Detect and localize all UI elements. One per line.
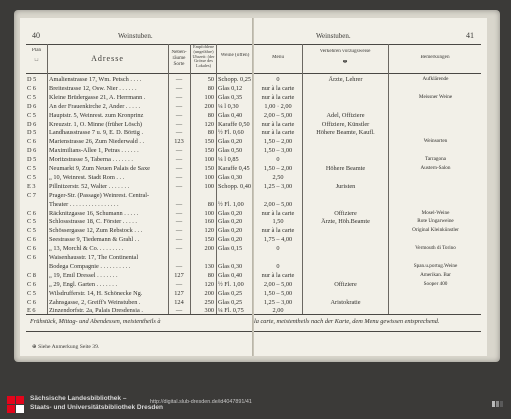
- row-verkehren: Höhere Beamte: [325, 165, 366, 172]
- row-menu: 1,50: [272, 218, 284, 226]
- row-adresse: Zinzendorfstr. 2a, Palais Dresdensia .: [49, 307, 143, 315]
- row-menu: nur à la carte: [261, 227, 295, 235]
- row-plaetze: 100: [204, 156, 214, 164]
- row-nebenraeume: —: [175, 111, 183, 119]
- row-menu: nur à la carte: [261, 129, 295, 137]
- row-bemerkungen: Weinsorten: [423, 138, 448, 145]
- col-divider: [388, 44, 389, 314]
- row-plan: C 5: [27, 165, 36, 172]
- row-plan: D 5: [27, 76, 37, 83]
- row-menu: nur à la carte: [261, 271, 295, 279]
- row-adresse: An der Frauenkirche 2, Ander . . . . .: [49, 102, 141, 110]
- row-plan: C 6: [27, 298, 36, 306]
- left-table: [20, 44, 253, 340]
- row-menu: 2,00: [272, 307, 284, 315]
- row-nebenraeume: —: [175, 129, 183, 137]
- row-weine: Glas 0,20: [218, 138, 243, 146]
- row-plan: C 5: [27, 289, 36, 297]
- row-nebenraeume: 123: [174, 138, 184, 146]
- row-menu: 1,50 – 2,00: [263, 138, 293, 146]
- row-adresse: Hauptstr. 5, Weinrest. zum Kronprinz: [49, 111, 144, 119]
- row-adresse: Prager-Str. (Passage) Weinrest. Central-: [49, 191, 150, 199]
- row-verkehren: Aristokratie: [330, 298, 361, 306]
- page-number-right: 41: [466, 31, 474, 40]
- row-adresse: Kreuzstr. 1, O. Minne (früher Lösch): [49, 120, 143, 128]
- row-menu: 2,00 – 5,00: [263, 200, 293, 208]
- row-plan: C 8: [27, 271, 36, 279]
- row-plan: E 6: [27, 307, 36, 315]
- row-weine: Glas 0,20: [218, 218, 243, 226]
- logo-square-icon: [7, 405, 15, 413]
- row-nebenraeume: —: [175, 227, 183, 235]
- row-nebenraeume: —: [175, 93, 183, 101]
- row-adresse: Moritzstrasse 5, Taberna . . . . . . .: [49, 156, 133, 164]
- row-weine: Glas 0,30: [218, 262, 243, 270]
- color-bars-icon: [492, 401, 504, 407]
- row-bemerkungen: Amerikan. Bar: [420, 271, 451, 278]
- footnote-right: la carte, meistentheils nach der Karte, dem Menu gewissen entsprechend.: [254, 318, 440, 325]
- row-adresse: Kleine Brüdergasse 21, A. Herrmann .: [49, 93, 146, 101]
- row-adresse: Räcknitzgasse 16, Schumann . . . . .: [49, 209, 139, 217]
- row-weine: Glas 0,12: [218, 84, 243, 92]
- library-name-line2: Staats- und Universitätsbibliothek Dresden: [30, 404, 163, 411]
- row-menu: 2,00 – 5,00: [263, 280, 293, 288]
- row-plan: C 5: [27, 111, 36, 119]
- row-verkehren: Ärzte, Höh.Beamte: [321, 218, 370, 226]
- row-adresse: Maximilians-Allee 1, Petras . . . . . .: [49, 147, 139, 155]
- row-plaetze: 150: [204, 165, 214, 172]
- header-adresse: Adresse: [91, 54, 124, 63]
- row-plan: D 5: [27, 129, 37, 137]
- row-plan: C 5: [27, 173, 36, 181]
- row-nebenraeume: —: [175, 165, 183, 172]
- col-divider: [216, 44, 217, 314]
- row-plaetze: 160: [204, 218, 214, 226]
- row-verkehren: Höhere Beamte, Kaufl.: [316, 129, 375, 137]
- row-menu: nur à la carte: [261, 84, 295, 92]
- header-rule: [254, 73, 481, 74]
- row-menu: 1,00 · 2,00: [264, 102, 292, 110]
- row-plaetze: 130: [204, 262, 214, 270]
- row-adresse: Breitestrasse 12, Osw. Nier . . . . . .: [49, 84, 137, 92]
- row-adresse: „ 19, Emil Dressel . . . . . . .: [49, 271, 118, 279]
- footnote-rule: [26, 331, 253, 332]
- row-verkehren: Ärzte, Lehrer: [328, 76, 363, 83]
- row-plaetze: 80: [207, 84, 214, 92]
- row-plaetze: 100: [204, 182, 214, 190]
- header-verkehren: Verkehren vorzugsweise: [319, 49, 371, 54]
- row-plan: C 6: [27, 84, 36, 92]
- header-nebenraeume: Neben-räume Sorte: [171, 50, 187, 67]
- row-nebenraeume: 127: [174, 271, 184, 279]
- row-weine: Schopp. 0,40: [218, 182, 252, 190]
- row-weine: Glas 0,20: [218, 236, 243, 244]
- row-verkehren: Offiziere: [334, 209, 357, 217]
- row-plaetze: 200: [204, 245, 214, 253]
- row-bemerkungen: Meissner Weine: [418, 93, 453, 100]
- row-plan: E 3: [27, 182, 36, 190]
- row-weine: Glas 0,20: [218, 209, 243, 217]
- library-url[interactable]: http://digital.slub-dresden.de/id4047891/41: [150, 399, 252, 405]
- row-adresse: Theater . . . . . . . . . . . . . . . .: [49, 200, 119, 208]
- running-head-left: Weinstuben.: [118, 32, 153, 40]
- row-plan: C 7: [27, 191, 36, 199]
- row-weine: Glas 0,15: [218, 245, 243, 253]
- row-bemerkungen: Austern-Salon: [420, 165, 451, 171]
- logo-square-icon: [7, 396, 15, 404]
- row-weine: Glas 0,35: [218, 93, 243, 101]
- row-plaetze: 250: [204, 298, 214, 306]
- row-weine: ¼ l 0,85: [218, 156, 239, 164]
- row-adresse: Landhausstrasse 7 u. 9, E. D. Börtig .: [49, 129, 144, 137]
- row-adresse: Schössergasse 12, Zum Rebstock . . .: [49, 227, 143, 235]
- row-weine: ¼ Fl. 0,75: [218, 307, 244, 315]
- row-plan: C 5: [27, 93, 36, 101]
- row-weine: Glas 0,40: [218, 271, 243, 279]
- row-weine: ¼ l 0,30: [218, 102, 239, 110]
- logo-square-icon: [16, 405, 24, 413]
- row-nebenraeume: —: [175, 209, 183, 217]
- row-menu: 1,75 – 4,00: [263, 236, 293, 244]
- row-weine: Schopp. 0,25: [218, 76, 252, 83]
- row-menu: 1,50 – 3,00: [263, 147, 293, 155]
- row-plan: D 6: [27, 102, 37, 110]
- row-plaetze: 50: [207, 76, 214, 83]
- left-page: [20, 18, 254, 356]
- page-number-left: 40: [32, 31, 40, 40]
- table-top-rule: [26, 44, 253, 45]
- row-plan: C 6: [27, 280, 36, 288]
- row-adresse: „ 10, Weinrest. Stadt Rom . . .: [49, 173, 125, 181]
- row-adresse: Seestrasse 9, Tiedemann & Grahl . .: [49, 236, 140, 244]
- footnote-rule: [254, 331, 481, 332]
- row-plaetze: 80: [207, 129, 214, 137]
- row-adresse: Marienstrasse 26, Zum Niederwald . .: [49, 138, 145, 146]
- row-menu: nur à la carte: [261, 120, 295, 128]
- right-page: [253, 18, 487, 356]
- row-weine: Karaffe 0,50: [218, 120, 250, 128]
- table-top-rule: [254, 44, 481, 45]
- row-plaetze: 80: [207, 111, 214, 119]
- row-bemerkungen: Span.u.portug.Weine: [413, 262, 458, 269]
- row-plaetze: 80: [207, 271, 214, 279]
- row-nebenraeume: —: [175, 280, 183, 288]
- row-adresse: „ 13, Morchl & Co. . . . . . . . .: [49, 245, 124, 253]
- row-plaetze: 120: [204, 227, 214, 235]
- row-plan: C 6: [27, 209, 36, 217]
- col-divider: [47, 44, 48, 314]
- header-verkehren-symbol: ✽: [342, 60, 348, 65]
- row-menu: 0: [276, 262, 280, 270]
- library-footer: [0, 367, 511, 419]
- col-divider: [302, 44, 303, 314]
- row-bemerkungen: Vermouth di Torino: [415, 245, 456, 252]
- row-weine: ½ Fl. 0,60: [218, 129, 244, 137]
- row-weine: Glas 0,25: [218, 298, 243, 306]
- bottom-note: ⊕ Siehe Anmerkung Seite 39.: [32, 344, 100, 350]
- row-plaetze: 100: [204, 173, 214, 181]
- row-adresse: Wilsdrufferstr. 14, H. Schönecke Ng.: [49, 289, 143, 297]
- row-plaetze: 300: [204, 307, 214, 315]
- row-weine: Glas 0,30: [218, 173, 243, 181]
- row-nebenraeume: —: [175, 102, 183, 110]
- row-nebenraeume: —: [175, 147, 183, 155]
- header-rule: [26, 73, 253, 74]
- row-plaetze: 150: [204, 138, 214, 146]
- header-empfohlene: Empfohlene (ungefähre) Uhrzeit: (der Grösse des Lokales): [192, 45, 215, 69]
- row-nebenraeume: —: [175, 120, 183, 128]
- row-plaetze: 150: [204, 147, 214, 155]
- row-nebenraeume: —: [175, 173, 183, 181]
- row-plaetze: 150: [204, 236, 214, 244]
- row-verkehren: Offiziere, Künstler: [321, 120, 370, 128]
- right-table: [254, 44, 487, 340]
- row-weine: Karaffe 0,45: [218, 165, 250, 172]
- row-plan: C 6: [27, 236, 36, 244]
- header-menu: Menu: [271, 55, 285, 60]
- row-verkehren: Juristen: [335, 182, 356, 190]
- row-menu: nur à la carte: [261, 209, 295, 217]
- row-menu: 2,00 – 5,00: [263, 111, 293, 119]
- logo-square-icon: [16, 396, 24, 404]
- header-plan: Plan: [31, 48, 42, 53]
- header-plan-symbol: □: [34, 58, 39, 63]
- row-bemerkungen: Mosel-Weine: [421, 209, 450, 216]
- row-menu: 0: [276, 76, 280, 83]
- row-nebenraeume: 127: [174, 289, 184, 297]
- row-verkehren: Offiziere: [334, 280, 357, 288]
- row-menu: 2,50: [272, 173, 284, 181]
- header-bemerkungen: Bemerkungen: [420, 55, 450, 60]
- row-plaetze: 100: [204, 209, 214, 217]
- row-plaetze: 100: [204, 93, 214, 101]
- row-verkehren: Adel, Offiziere: [326, 111, 365, 119]
- row-bemerkungen: Original Kleinkünstler: [412, 227, 459, 234]
- row-adresse: Bodega Compagnie . . . . . . . . . .: [49, 262, 131, 270]
- row-plan: D 6: [27, 120, 37, 128]
- row-nebenraeume: 124: [174, 298, 184, 306]
- row-adresse: „ 29, Engl. Garten . . . . . . .: [49, 280, 118, 288]
- row-plan: C 6: [27, 254, 36, 261]
- row-plan: C 6: [27, 138, 36, 146]
- library-name-line1: Sächsische Landesbibliothek –: [30, 395, 127, 402]
- row-weine: Glas 0,40: [218, 111, 243, 119]
- book-spread: [14, 10, 500, 362]
- slub-logo-icon: [7, 396, 24, 413]
- footnote-left: Frühstück, Mittag- und Abendessen, meistentheils à: [30, 318, 161, 325]
- row-nebenraeume: —: [175, 307, 183, 315]
- row-bemerkungen: Sooper 400: [423, 280, 448, 287]
- row-nebenraeume: —: [175, 218, 183, 226]
- row-adresse: Schlossstrasse 18, C. Förster . . . . .: [49, 218, 137, 226]
- row-menu: 1,50 – 2,00: [263, 165, 293, 172]
- row-plaetze: 200: [204, 289, 214, 297]
- row-adresse: Zahnsgasse, 2, Greiff's Weinstuben .: [49, 298, 141, 306]
- row-menu: 0: [276, 156, 280, 164]
- row-nebenraeume: —: [175, 76, 183, 83]
- row-plan: D 5: [27, 156, 37, 164]
- row-weine: Glas 0,25: [218, 289, 243, 297]
- row-weine: Glas 0,50: [218, 147, 243, 155]
- running-head-right: Weinstuben.: [316, 32, 351, 40]
- row-adresse: Waisenhausstr. 17, The Continental: [49, 254, 139, 261]
- row-nebenraeume: —: [175, 262, 183, 270]
- row-nebenraeume: —: [175, 182, 183, 190]
- row-bemerkungen: Rote Ungarweine: [417, 218, 454, 225]
- row-plan: C 5: [27, 218, 36, 226]
- row-plaetze: 120: [204, 120, 214, 128]
- row-nebenraeume: —: [175, 200, 183, 208]
- row-plaetze: 200: [204, 102, 214, 110]
- row-nebenraeume: —: [175, 236, 183, 244]
- row-nebenraeume: —: [175, 84, 183, 92]
- row-nebenraeume: —: [175, 245, 183, 253]
- header-weine: Weine (offen): [220, 53, 250, 58]
- row-plan: C 6: [27, 245, 36, 253]
- row-weine: Glas 0,20: [218, 227, 243, 235]
- row-plan: D 6: [27, 147, 37, 155]
- row-weine: ½ Fl. 1,00: [218, 280, 244, 288]
- row-menu: 1,50 – 5,00: [263, 289, 293, 297]
- row-bemerkungen: Tarragona: [425, 156, 446, 163]
- row-menu: 1,25 – 3,00: [263, 298, 293, 306]
- row-bemerkungen: Aufklärende: [422, 76, 449, 82]
- row-nebenraeume: —: [175, 156, 183, 164]
- row-weine: ½ Fl. 1,00: [218, 200, 244, 208]
- slub-logo: [6, 395, 24, 413]
- row-menu: nur à la carte: [261, 93, 295, 101]
- row-menu: 0: [276, 245, 280, 253]
- row-plan: C 5: [27, 227, 36, 235]
- row-adresse: Neumarkt 9, Zum Neuen Palais de Saxe: [49, 165, 150, 172]
- row-plaetze: 80: [207, 200, 214, 208]
- row-menu: 1,25 – 3,00: [263, 182, 293, 190]
- row-plaetze: 120: [204, 280, 214, 288]
- row-adresse: Pillnitzerstr. 52, Walter . . . . . . .: [49, 182, 130, 190]
- row-adresse: Amalienstrasse 17, Wm. Petsch . . . .: [49, 76, 142, 83]
